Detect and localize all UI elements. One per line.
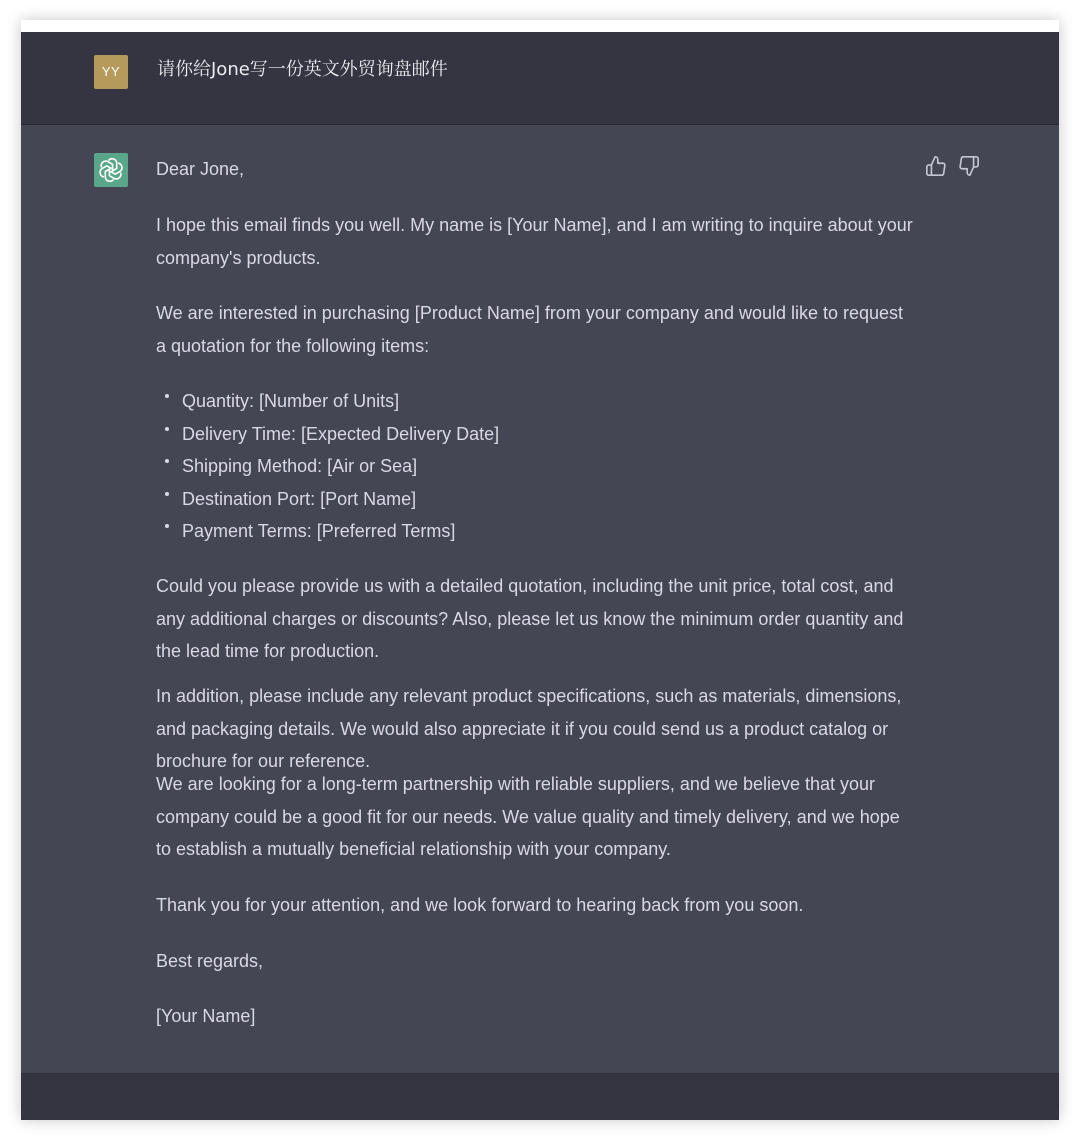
items-list: [156, 385, 916, 548]
bottom-bar: [21, 1073, 1059, 1120]
user-message-text: 请你给Jone写一份英文外贸询盘邮件: [157, 59, 448, 80]
thumbs-down-icon[interactable]: [958, 155, 980, 177]
specifications-paragraph: In addition, please include any relevant product specifications, such as materials, dimensions, and packaging details. We would also appreciate it if you could send us a product catalog or brochure for our reference.: [156, 686, 902, 771]
greeting-paragraph: Dear Jone,: [156, 159, 245, 179]
thumbs-up-icon[interactable]: [925, 155, 947, 177]
user-avatar: YY: [94, 55, 128, 89]
list-item: Payment Terms: [Preferred Terms]: [156, 515, 916, 548]
partnership-paragraph: We are looking for a long-term partnership with reliable suppliers, and we believe that your company could be a good fit for our needs. We value quality and timely delivery, and we hope to establish a mutually beneficial relationship with your company.: [156, 774, 900, 859]
list-item: Delivery Time: [Expected Delivery Date]: [156, 418, 916, 451]
assistant-message-row: [21, 125, 1059, 1073]
list-item: Quantity: [Number of Units]: [156, 385, 916, 418]
window-top-strip: [21, 20, 1059, 32]
request-paragraph: We are interested in purchasing [Product Name] from your company and would like to request a quotation for the following items:: [156, 303, 904, 356]
list-item: Destination Port: [Port Name]: [156, 483, 916, 516]
list-item: Shipping Method: [Air or Sea]: [156, 450, 916, 483]
user-message-row: [21, 32, 1059, 125]
thanks-paragraph: Thank you for your attention, and we look forward to hearing back from you soon.: [156, 895, 804, 915]
signature-paragraph: [Your Name]: [156, 1006, 256, 1026]
chat-window: [21, 20, 1059, 1120]
closing-paragraph: Best regards,: [156, 951, 264, 971]
openai-logo-icon: [94, 153, 128, 187]
intro-paragraph: I hope this email finds you well. My name is [Your Name], and I am writing to inquire about your company's products.: [156, 215, 913, 268]
quotation-paragraph: Could you please provide us with a detailed quotation, including the unit price, total cost, and any additional charges or discounts? Also, please let us know the minimum order quantity and the lead time for production.: [156, 576, 904, 661]
